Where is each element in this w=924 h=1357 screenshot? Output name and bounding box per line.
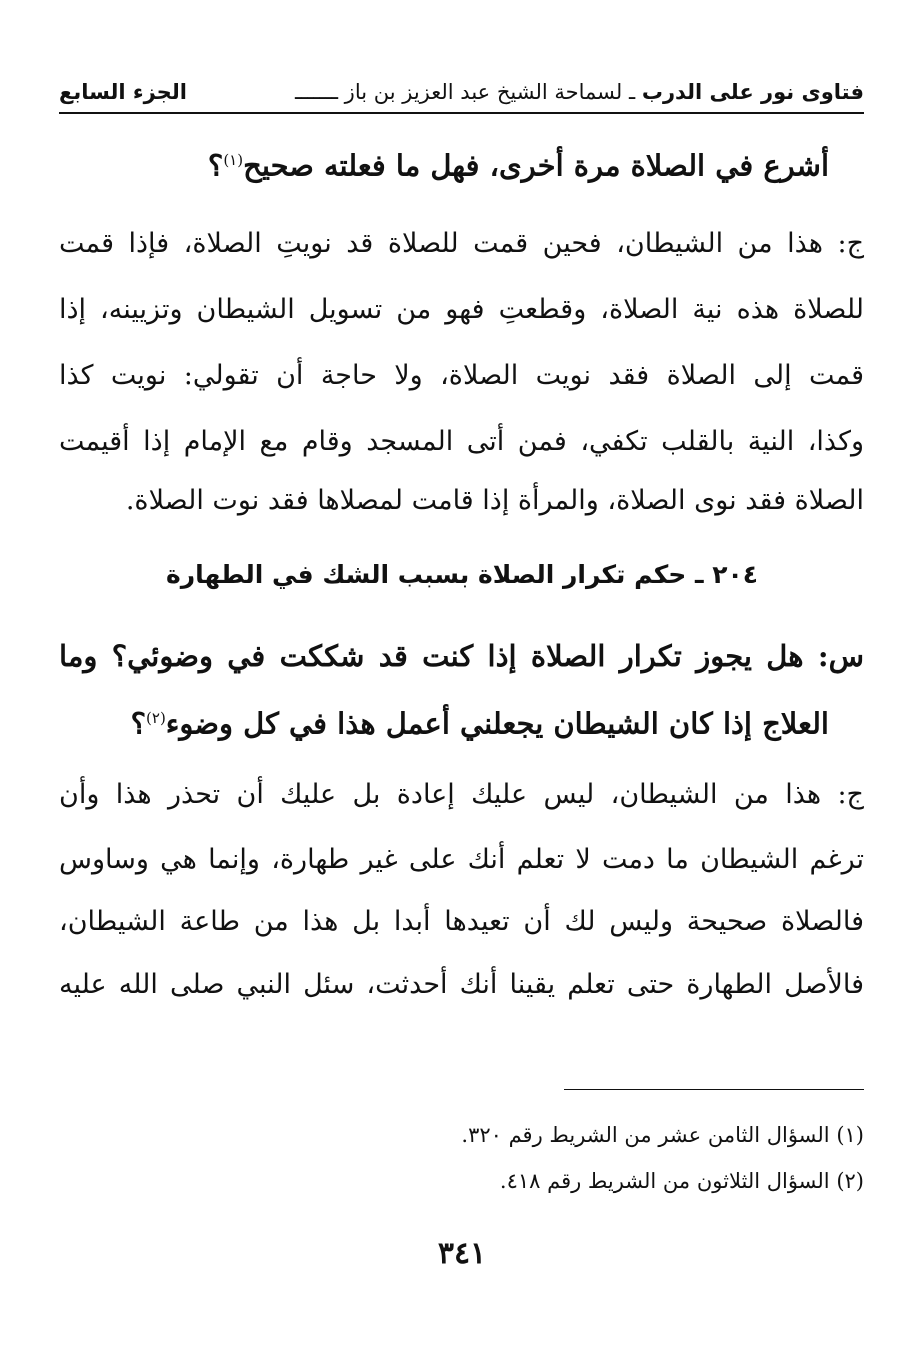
answer-line: ترغم الشيطان ما دمت لا تعلم أنك على غير طهارة، وإنما هي وساوس (59, 844, 864, 875)
section-heading: ٢٠٤ ـ حكم تكرار الصلاة بسبب الشك في الطهارة (165, 560, 759, 589)
question-line-2 (131, 698, 829, 744)
question-continuation (208, 140, 829, 186)
footnote: (٢) السؤال الثلاثون من الشريط رقم ٤١٨. (499, 1169, 864, 1193)
footnote: (١) السؤال الثامن عشر من الشريط رقم ٣٢٠. (461, 1123, 864, 1147)
footnote-marker-1: (١) (223, 151, 244, 169)
answer-line: للصلاة هذه نية الصلاة، وقطعتِ فهو من تسويل الشيطان وتزيينه، إذا (59, 294, 864, 325)
author-name: ـ لسماحة الشيخ عبد العزيز بن باز ـــــــ (294, 80, 636, 104)
answer-line: ج: هذا من الشيطان، فحين قمت للصلاة قد نويتِ الصلاة، فإذا قمت (59, 228, 864, 259)
question-text: أشرع في الصلاة مرة أخرى، فهل ما فعلته صحيح (243, 148, 829, 183)
header-title-author (295, 72, 864, 112)
footnote-separator (564, 1089, 864, 1090)
page-number: ٣٤١ (437, 1236, 487, 1271)
answer-line: فالأصل الطهارة حتى تعلم يقينا أنك أحدثت، سئل النبي صلى الله عليه (59, 969, 864, 1000)
answer-line: ج: هذا من الشيطان، ليس عليك إعادة بل عليك أن تحذر هذا وأن (59, 779, 864, 810)
answer-line: وكذا، النية بالقلب تكفي، فمن أتى المسجد وقام مع الإمام إذا أقيمت (59, 426, 864, 457)
question-line: س: هل يجوز تكرار الصلاة إذا كنت قد شككت في وضوئي؟ وما (59, 639, 864, 673)
question-text: العلاج إذا كان الشيطان يجعلني أعمل هذا في كل وضوء (165, 706, 829, 741)
answer-line: الصلاة فقد نوى الصلاة، والمرأة إذا قامت لمصلاها فقد نوت الصلاة. (125, 485, 864, 516)
answer-line: فالصلاة صحيحة وليس لك أن تعيدها أبدا بل هذا من طاعة الشيطان، (59, 906, 864, 937)
book-title: فتاوى نور على الدرب (641, 80, 864, 104)
footnote-marker-2: (٢) (146, 709, 166, 727)
question-mark: ؟ (207, 148, 224, 183)
running-header (59, 72, 864, 114)
answer-line: قمت إلى الصلاة فقد نويت الصلاة، ولا حاجة أن تقولي: نويت كذا (59, 360, 864, 391)
volume-label: الجزء السابع (59, 80, 187, 104)
question-mark: ؟ (130, 706, 147, 741)
